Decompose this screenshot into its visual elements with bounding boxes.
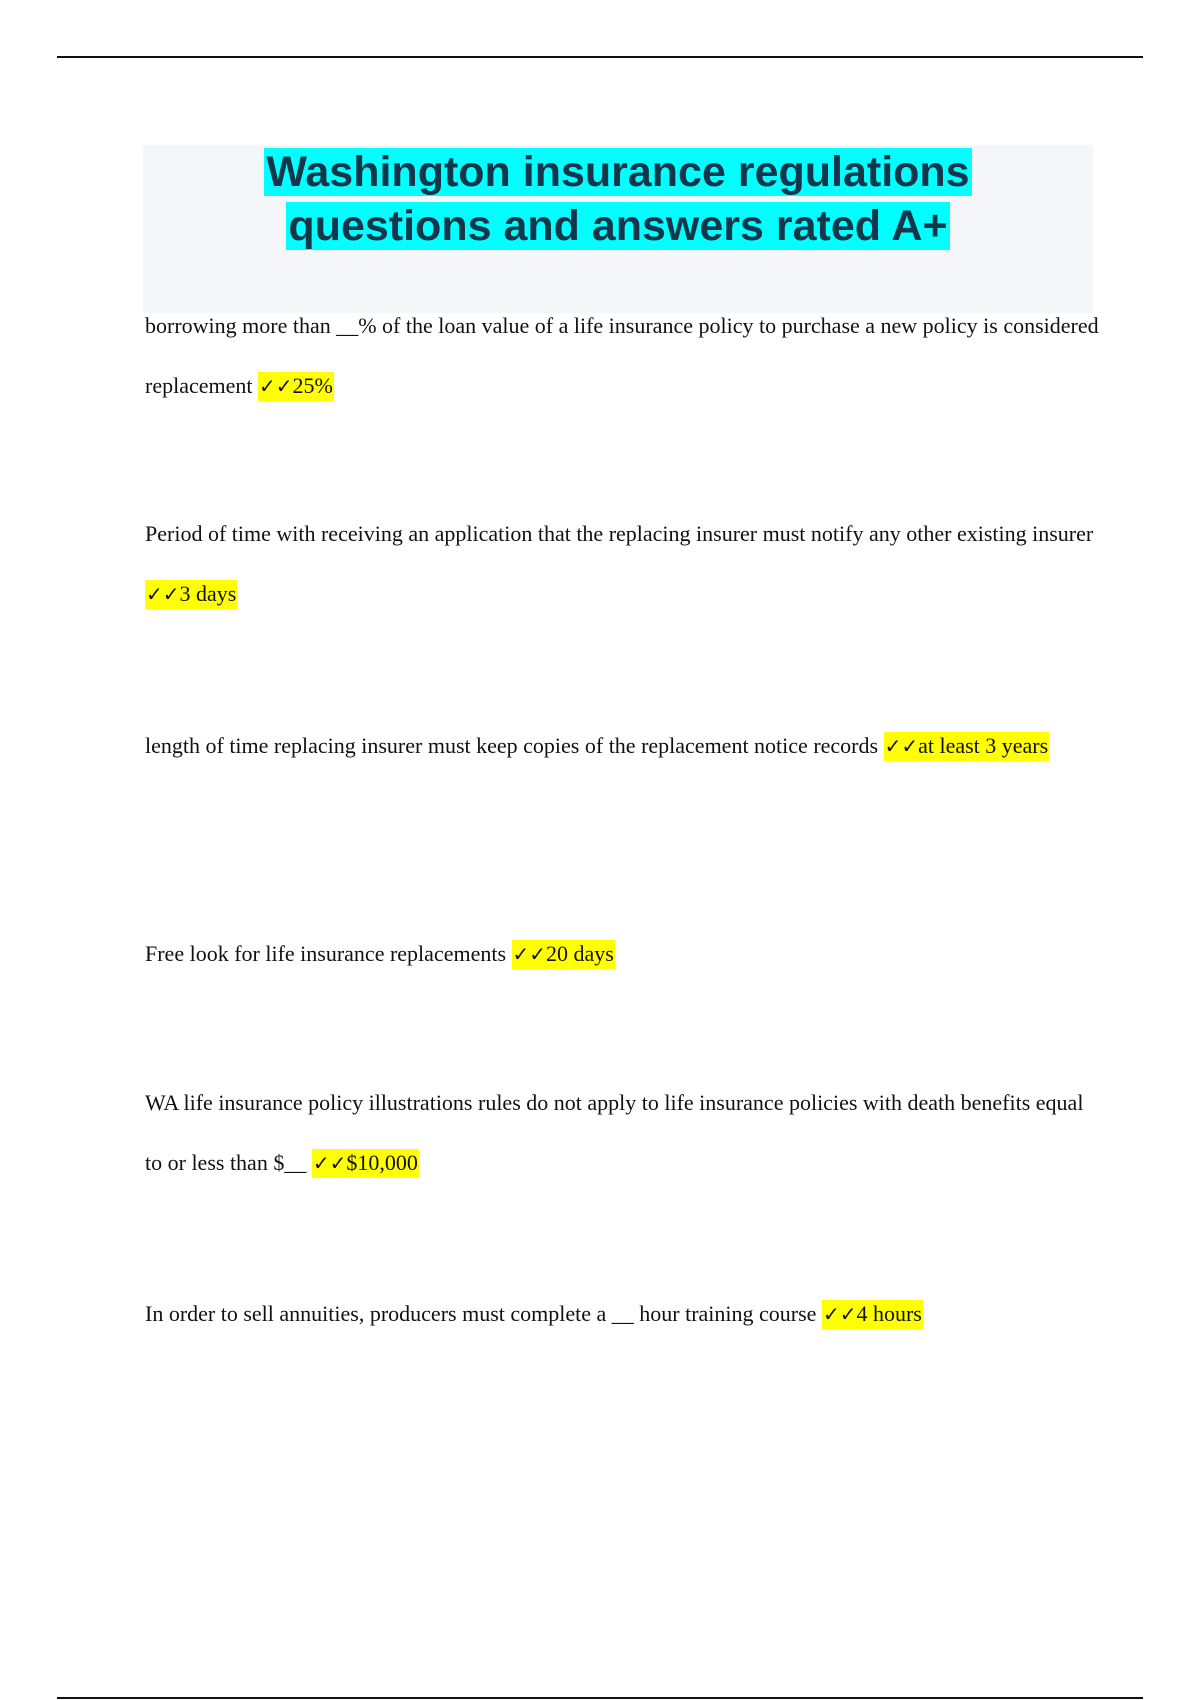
question-text: WA life insurance policy illustrations rules do not apply to life insurance policies with death benefits equal to or less than $__: [145, 1090, 1084, 1175]
answer-text: 25%: [292, 373, 333, 398]
answer-highlight: [822, 1300, 923, 1329]
qa-item-1: [145, 296, 1105, 416]
top-rule: [57, 56, 1143, 58]
question-text: borrowing more than __% of the loan value of a life insurance policy to purchase a new policy is considered replacement: [145, 313, 1099, 398]
qa-item-5: [145, 1073, 1105, 1193]
qa-item-6: [145, 1284, 1105, 1344]
answer-text: 3 days: [179, 581, 237, 606]
question-text: Period of time with receiving an application that the replacing insurer must notify any other existing insurer: [145, 521, 1094, 546]
qa-item-4: [145, 924, 1105, 984]
qa-item-2: [145, 504, 1105, 624]
qa-item-3: [145, 716, 1105, 776]
answer-text: at least 3 years: [918, 733, 1049, 758]
question-text: In order to sell annuities, producers must complete a __ hour training course: [145, 1301, 817, 1326]
answer-highlight: [312, 1149, 419, 1178]
title-line-1: Washington insurance regulations: [266, 148, 970, 196]
answer-text: $10,000: [346, 1150, 418, 1175]
answer-text: 20 days: [546, 941, 614, 966]
title-line-2: questions and answers rated A+: [288, 202, 948, 250]
answer-text: 4 hours: [856, 1301, 922, 1326]
question-text: length of time replacing insurer must keep copies of the replacement notice records: [145, 733, 879, 758]
question-text: Free look for life insurance replacements: [145, 941, 507, 966]
answer-highlight: [145, 580, 237, 609]
answer-highlight: [884, 732, 1050, 761]
bottom-rule: [57, 1697, 1143, 1699]
double-check-icon: ✓✓: [259, 374, 293, 398]
double-check-icon: ✓✓: [884, 734, 919, 758]
double-check-icon: ✓✓: [822, 1302, 857, 1326]
answer-highlight: [258, 372, 334, 401]
document-title: [143, 145, 1093, 253]
double-check-icon: ✓✓: [512, 942, 547, 966]
double-check-icon: ✓✓: [312, 1151, 347, 1175]
answer-highlight: [512, 940, 615, 969]
double-check-icon: ✓✓: [146, 582, 180, 606]
